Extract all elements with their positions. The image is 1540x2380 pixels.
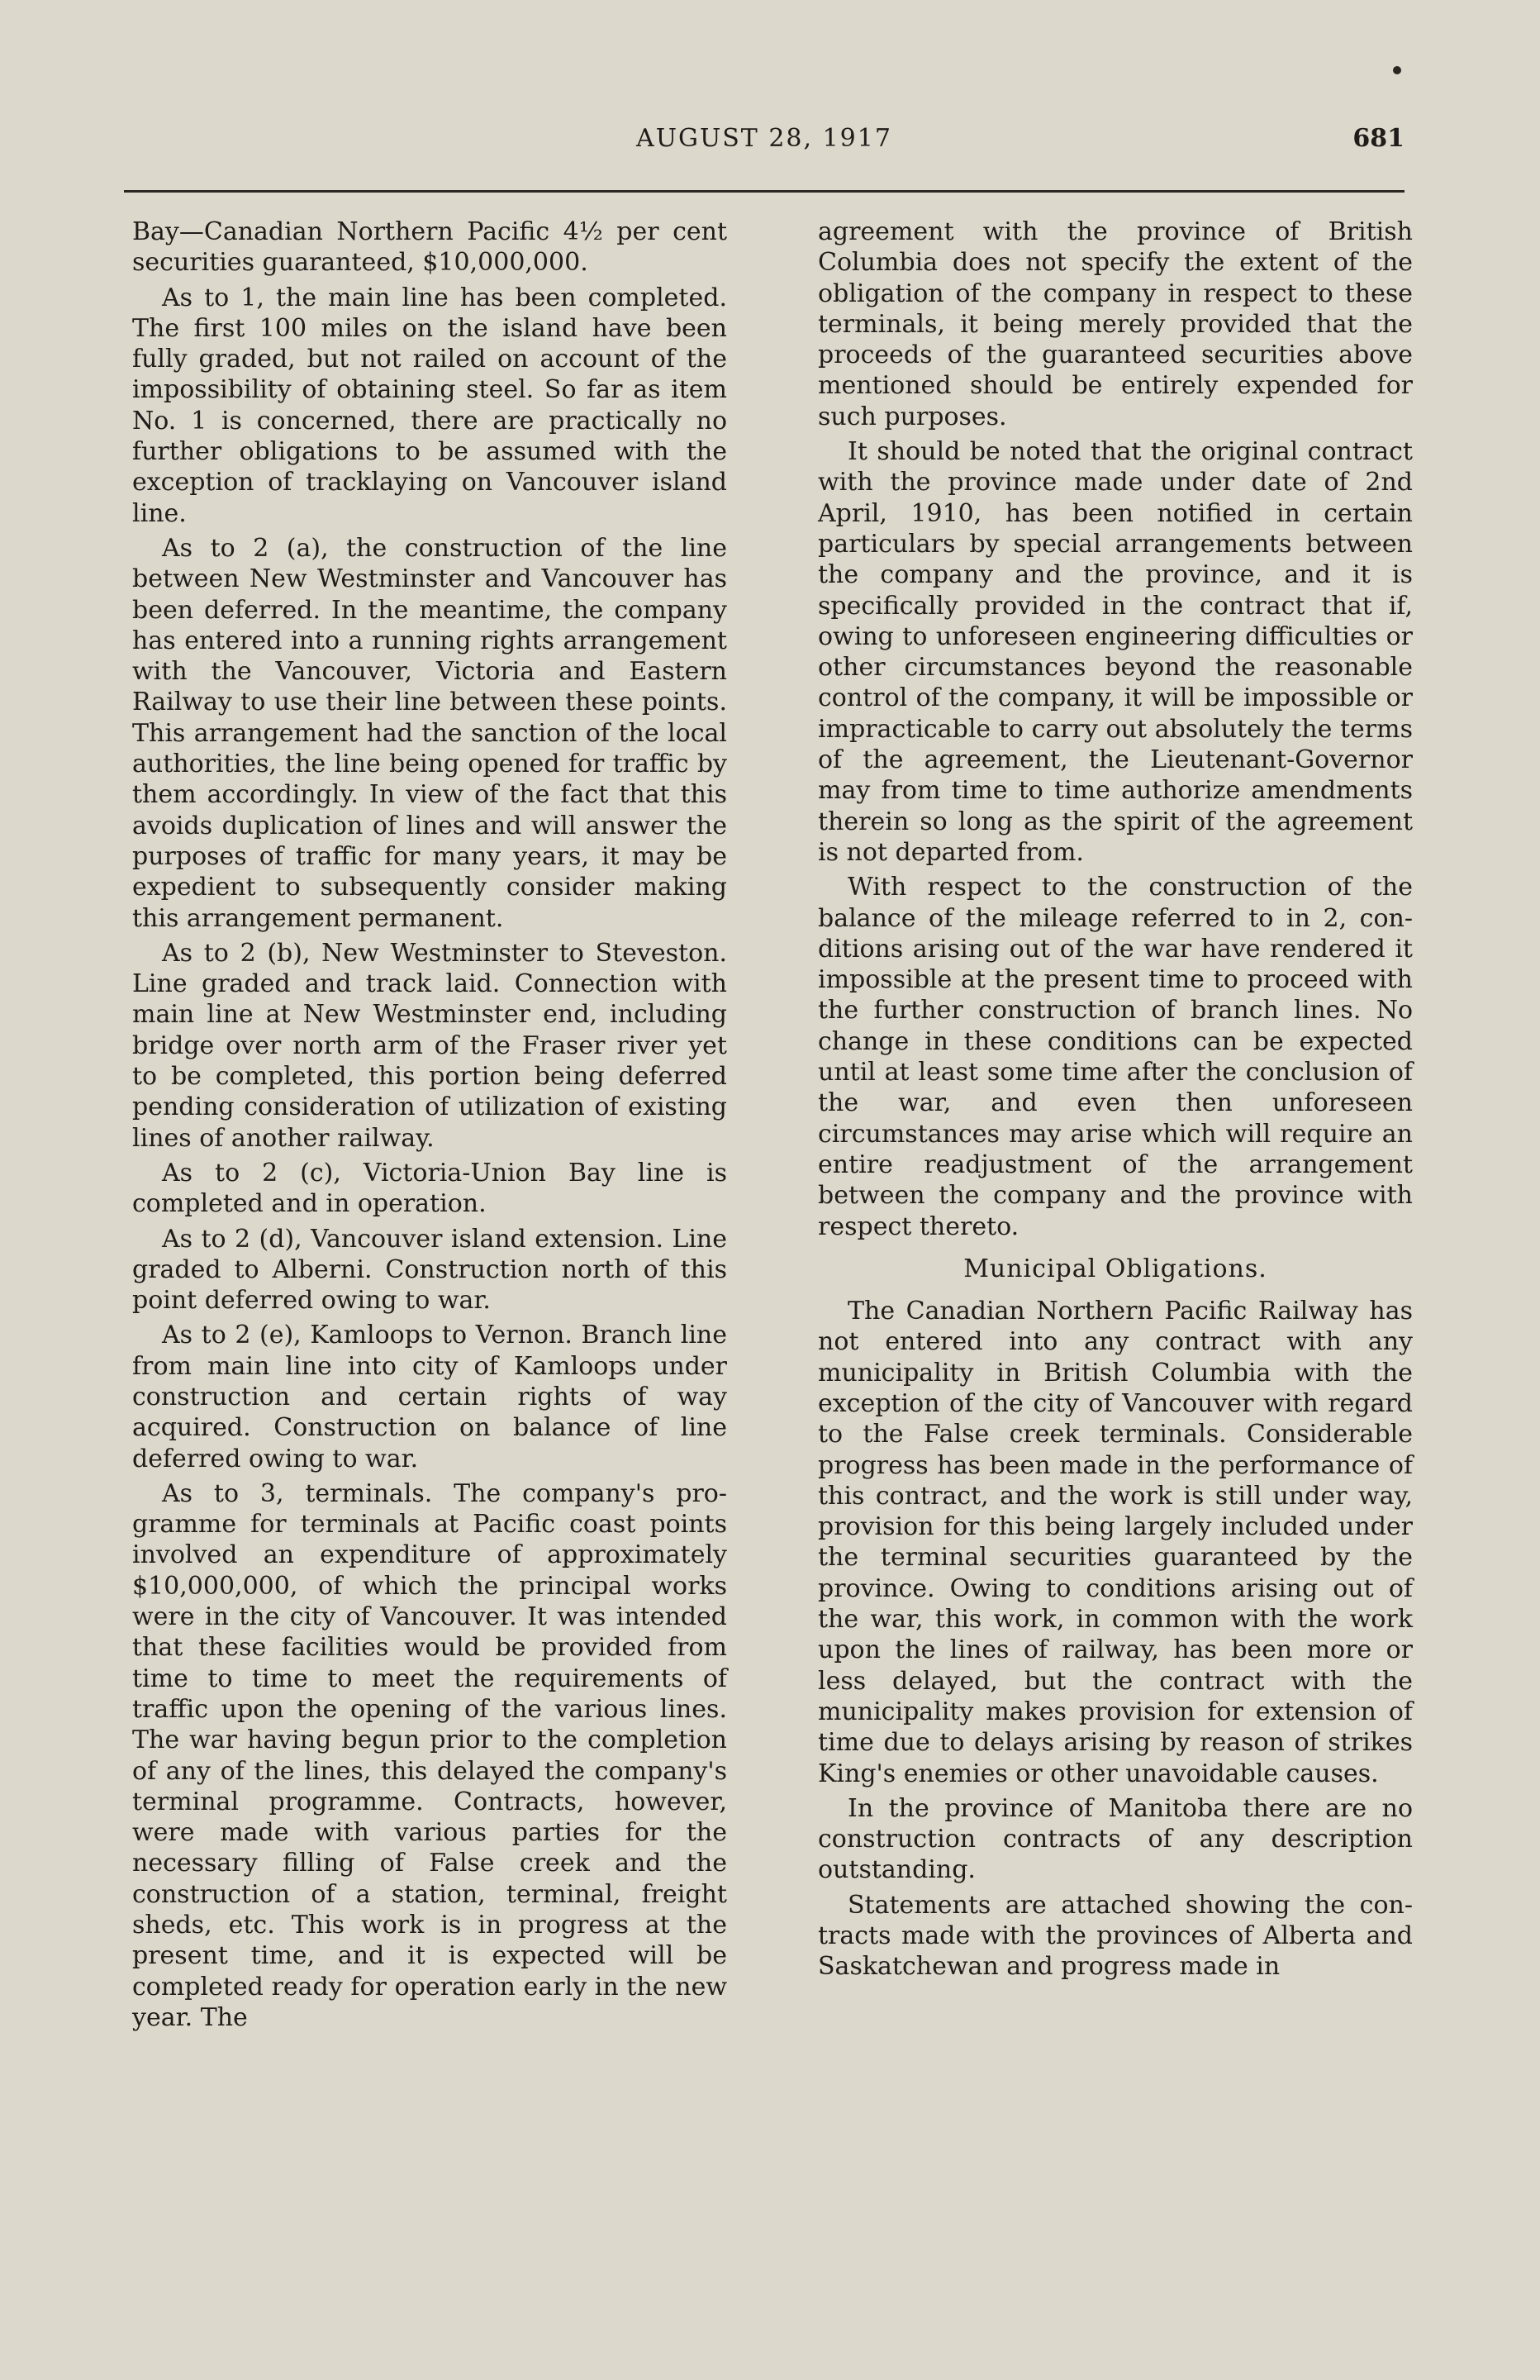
paragraph: With respect to the construction of the balance of the mileage referred to in 2, conditions arising out of the war have rendered it impossible at the present time to proceed with the further construction of branch lines. No change in these conditions can be expected until at least some time after the conclusion of the war, and even then unforeseen circumstances may arise which will require an entire readjustment of the arrangement between the company and the province with respect thereto. [818, 873, 1413, 1241]
paragraph: As to 2 (d), Vancouver island extension. Line graded to Alberni. Construction north of this point deferred owing to war. [132, 1224, 727, 1316]
ink-dot [1393, 66, 1401, 74]
paragraph: In the province of Manitoba there are no construction contracts of any description outstanding. [818, 1793, 1413, 1885]
paragraph: It should be noted that the original contract with the province made under date of 2nd April, 1910, has been notified in certain particulars by special arrangements between the company and the province, and it is specifically provided in the contract that if, owing to unforeseen engineering difficulties or other circumstances beyond the reasonable control of the company, it will be impossible or impracticable to carry out absolutely the terms of the agreement, the Lieutenant-Governor may from time to time authorize amendments therein so long as the spirit of the agreement is not departed from. [818, 437, 1413, 867]
paragraph: As to 1, the main line has been completed. The first 100 miles on the island have been fully graded, but not railed on account of the impossibility of obtaining steel. So far as item No. 1 is concerned, there are practically no further obligations to be assumed with the exception of tracklaying on Vancouver island line. [132, 283, 727, 528]
page-number: 681 [1352, 124, 1405, 153]
section-heading: Municipal Obligations. [963, 1254, 1267, 1283]
paragraph: The Canadian Northern Pacific Railway has not entered into any contract with any municipality in British Columbia with the exception of the city of Vancouver with regard to the False creek terminals. Considerable progress has been made in the performance of this contract, and the work is still under way, provision for this being largely included under the terminal securities guaranteed by the province. Owing to conditions arising out of the war, this work, in common with the work upon the lines of railway, has been more or less delayed, but the contract with the municipality makes provision for extension of time due to delays arising by reason of strikes King's enemies or other unavoidable causes. [818, 1297, 1413, 1788]
paragraph: As to 2 (c), Victoria-Union Bay line is completed and in operation. [132, 1158, 727, 1219]
paragraph: As to 3, terminals. The company's programme for terminals at Pacific coast points involved an expenditure of approximately $10,000,000, of which the principal works were in the city of Vancouver. It was intended that these facilities would be provided from time to time to meet the requirements of traffic upon the opening of the various lines. The war having begun prior to the completion of any of the lines, this delayed the company's terminal programme. Contracts, however, were made with various parties for the necessary filling of False creek and the construction of a station, terminal, freight sheds, etc. This work is in progress at the present time, and it is expected will be completed ready for operation early in the new year. The [132, 1478, 727, 2032]
page-header [124, 124, 1405, 174]
paragraph: As to 2 (a), the construction of the line between New Westminster and Vancouver has been deferred. In the meantime, the company has entered into a running rights arrangement with the Vancouver, Victoria and Eastern Railway to use their line between these points. This arrangement had the sanction of the local authorities, the line being opened for traffic by them accordingly. In view of the fact that this avoids duplication of lines and will answer the purposes of traffic for many years, it may be expedient to subsequently consider making this arrangement permanent. [132, 533, 727, 933]
paragraph: As to 2 (e), Kamloops to Vernon. Branch line from main line into city of Kamloops under construction and certain rights of way acquired. Construction on balance of line deferred owing to war. [132, 1321, 727, 1473]
paragraph: Bay—Canadian Northern Pacific 4½ per cent securities guaranteed, $10,000,000. [132, 217, 727, 278]
paragraph: As to 2 (b), New Westminster to Steveston. Line graded and track laid. Connection with main line at New Westminster end, including bridge over north arm of the Fraser river yet to be completed, this portion being deferred pending consideration of utilization of existing lines of another railway. [132, 938, 727, 1153]
paragraph: agreement with the province of British Columbia does not specify the extent of the obligation of the company in respect to these terminals, it being merely provided that the proceeds of the guaranteed securities above mentioned should be entirely expended for such purposes. [818, 217, 1413, 431]
header-date: AUGUST 28, 1917 [636, 124, 892, 153]
right-column [818, 217, 1413, 1987]
left-column [132, 217, 727, 2037]
header-rule [124, 190, 1405, 193]
paragraph: Statements are attached showing the contracts made with the provinces of Alberta and Saskatchewan and progress made in [818, 1890, 1413, 1982]
